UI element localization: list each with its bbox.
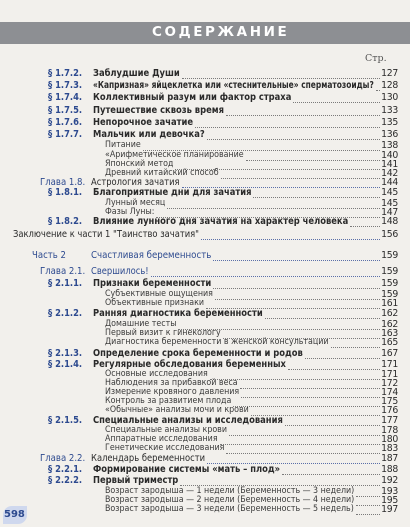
page-ref: 159 [381,266,398,277]
section-number: § 1.7.6. [48,117,83,128]
page-ref: 127 [381,68,398,79]
page-number: 598 [4,509,25,520]
entry-title: Основные исследования [105,369,208,379]
toc-row[interactable] [0,80,410,92]
section-number: § 2.2.1. [48,464,83,475]
page-ref: 156 [381,229,398,240]
page-ref: 197 [381,504,398,515]
page-ref: 159 [381,289,398,300]
page-ref: 159 [381,250,398,261]
entry-title: Заключение к части 1 "Таинство зачатия" [13,229,200,240]
entry-title: Аппаратные исследования [105,434,218,444]
section-number: § 2.1.5. [48,415,83,426]
section-number: § 2.1.1. [48,278,83,289]
section-number: § 2.1.4. [48,359,83,370]
section-number: § 2.1.3. [48,348,83,359]
toc-row[interactable] [0,105,410,117]
page-ref: 162 [381,308,398,319]
entry-title: Субъективные ощущения [105,289,213,299]
entry-title: Специальные анализы и исследования [93,415,283,426]
page-ref: 142 [381,168,398,179]
page-ref: 183 [381,443,398,454]
section-number: § 1.7.5. [48,105,83,116]
chapter-label: Глава 2.2. [40,453,86,464]
dot-leader [331,339,380,348]
page-ref: 147 [381,207,398,218]
page-ref: 148 [381,216,398,227]
page-ref: 141 [381,159,398,170]
entry-title: Фазы Луны: [105,207,155,217]
entry-title: Счастливая беременность [91,250,212,261]
page-ref: 187 [381,453,398,464]
entry-title: «Капризная» яйцеклетка или «стеснительные» сперматозоиды? [93,80,374,91]
entry-title: Специальные анализы крови [105,425,227,435]
page-ref: 128 [381,80,398,91]
entry-title: Измерение кровяного давления [105,387,240,397]
page-ref: 165 [381,337,398,348]
page-ref: 167 [381,348,398,359]
dot-leader [213,252,380,261]
entry-title: Возраст зародыша — 2 недели (Беременность — 4 недели) [105,495,355,505]
dot-leader [195,119,380,128]
entry-title: Определение срока беременности и родов [93,348,303,359]
page-ref: 188 [381,464,398,475]
dot-leader [180,477,380,486]
toc-row[interactable] [0,92,410,104]
dot-leader [207,131,380,140]
entry-title: Календарь беременности [91,453,206,464]
toc-row[interactable] [0,266,410,278]
entry-title: Астрология зачатия [91,177,180,188]
dot-leader [282,466,380,475]
dot-leader [350,218,380,227]
dot-leader [356,506,380,515]
entry-title: Контроль за развитием плода [105,396,232,406]
dot-leader [253,189,380,198]
entry-title: Влияние лунного дня зачатия на характер человека [93,216,349,227]
toc-row[interactable] [0,68,410,80]
entry-title: Первый триместр [93,475,179,486]
entry-title: Японский метод [105,159,174,169]
page-ref: 176 [381,405,398,416]
entry-title: Свершилось! [91,266,149,277]
entry-title: Питание [105,140,141,150]
entry-title: «Арифметическое планирование [105,150,244,160]
entry-title: Коллективный разум или фактор страха [93,92,292,103]
entry-title: Регулярные обследования беременных [93,359,286,370]
page-ref: 175 [381,396,398,407]
dot-leader [305,350,380,359]
page-ref: 138 [381,140,398,151]
entry-title: Лунный месяц [105,198,166,208]
entry-title: Домашние тесты [105,319,177,329]
entry-title: Благоприятные дни для зачатия [93,187,252,198]
dot-leader [182,70,380,79]
toc-row[interactable] [0,117,410,129]
page-ref: 135 [381,117,398,128]
page-ref: 145 [381,198,398,209]
page-ref: 162 [381,319,398,330]
entry-title: Путешествие сквозь время [93,105,224,116]
contents-header-bar [0,22,410,44]
section-number: § 1.8.2. [48,216,83,227]
page-ref: 171 [381,369,398,380]
page-ref: 133 [381,105,398,116]
entry-title: Диагностика беременности в женской консультации [105,337,329,347]
page-ref: 193 [381,486,398,497]
page-number-badge [3,506,27,524]
toc-row[interactable] [0,504,410,516]
toc-row[interactable] [0,229,410,241]
page-ref: 145 [381,187,398,198]
entry-title: «Обычные» анализы мочи и крови [105,405,249,415]
entry-title: Наблюдения за прибавкой веса [105,378,238,388]
entry-title: Формирование системы «мать – плод» [93,464,281,475]
entry-title: Объективные признаки [105,298,205,308]
part-label: Часть 2 [32,250,66,261]
chapter-label: Глава 1.8. [40,177,86,188]
page-ref: 163 [381,328,398,339]
section-number: § 1.7.4. [48,92,83,103]
dot-leader [213,280,380,289]
section-number: § 1.8.1. [48,187,83,198]
page-ref: 178 [381,425,398,436]
entry-title: Первый визит к гинекологу [105,328,221,338]
page-ref: 180 [381,434,398,445]
dot-leader [207,455,380,464]
entry-title: Возраст зародыша — 3 недели (Беременность — 5 недель) [105,504,354,514]
page-ref: 161 [381,298,398,309]
page-ref: 195 [381,495,398,506]
section-number: § 2.1.2. [48,308,83,319]
toc-row[interactable] [0,250,410,262]
page-ref: 159 [381,278,398,289]
toc-row[interactable] [0,216,410,228]
section-number: § 1.7.3. [48,80,83,91]
section-number: § 2.2.2. [48,475,83,486]
page-ref: 174 [381,387,398,398]
entry-title: Генетические исследования [105,443,225,453]
entry-title: Мальчик или девочка? [93,129,205,140]
contents-title: СОДЕРЖАНИЕ [152,24,290,40]
page-ref: 130 [381,92,398,103]
dot-leader [151,268,380,277]
dot-leader [293,94,380,103]
entry-title: Непорочное зачатие [93,117,194,128]
page-ref: 171 [381,359,398,370]
entry-title: Возраст зародыша — 1 недели (Беременность — 3 недели) [105,486,355,496]
dot-leader [201,231,380,240]
entry-title: Древний китайский способ [105,168,219,178]
chapter-label: Глава 2.1. [40,266,86,277]
page-ref: 177 [381,415,398,426]
page-ref: 192 [381,475,398,486]
dot-leader [265,310,380,319]
entry-title: Признаки беременности [93,278,212,289]
dot-leader [226,107,380,116]
page-ref: 136 [381,129,398,140]
section-number: § 1.7.7. [48,129,83,140]
entry-title: Ранняя диагностика беременности [93,308,263,319]
page-ref: 140 [381,150,398,161]
page-ref: 144 [381,177,398,188]
dot-leader [376,82,380,91]
page-column-label: Стр. [365,53,387,64]
entry-title: Заблудшие Души [93,68,180,79]
section-number: § 1.7.2. [48,68,83,79]
page-ref: 172 [381,378,398,389]
